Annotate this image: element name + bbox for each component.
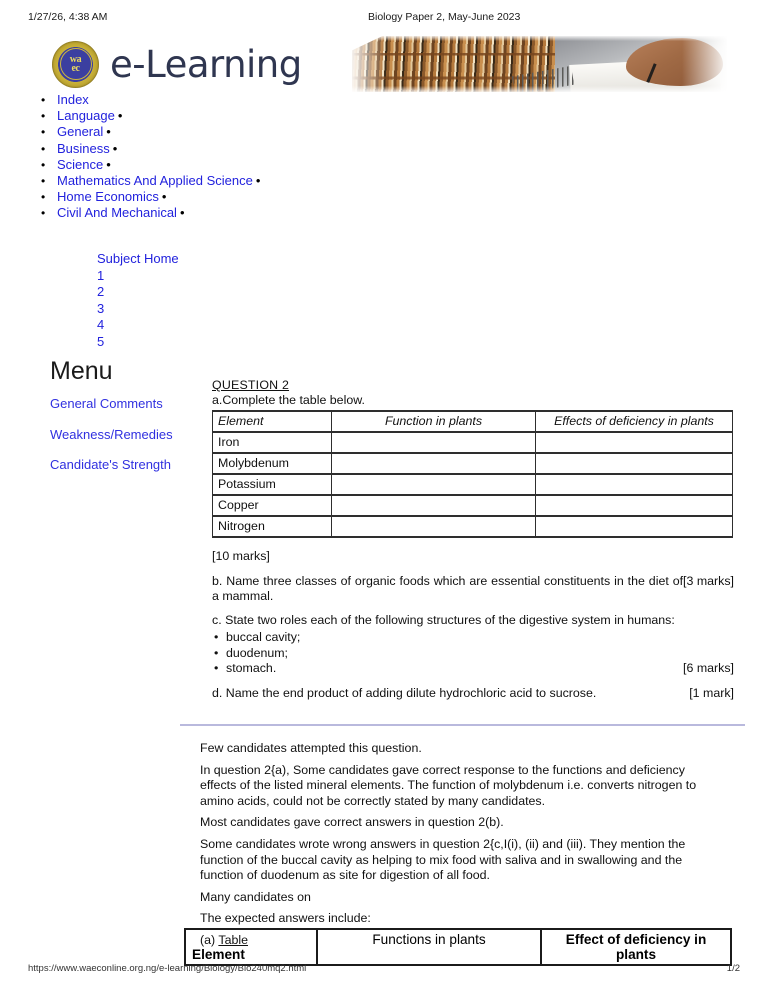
main-navigation <box>36 92 260 222</box>
banner-edge-fade <box>352 36 727 92</box>
subject-home-link[interactable]: Subject Home <box>97 251 179 266</box>
nav-item-business[interactable] <box>36 141 260 157</box>
marks-part-a: [10 marks] <box>212 549 270 564</box>
nav-sep-home-economics: • <box>161 189 167 205</box>
subject-page-link-5[interactable]: 5 <box>97 333 105 349</box>
question-part-d <box>212 686 734 701</box>
table-cell-deficiency <box>536 432 733 453</box>
nav-item-mathematics-and-applied-science[interactable] <box>36 173 260 189</box>
nav-link-mathematics-and-applied-science[interactable]: Mathematics And Applied Science <box>57 172 253 188</box>
waec-logo-icon <box>52 41 99 88</box>
table-header-function: Function in plants <box>332 411 536 432</box>
answer-header-functions: Functions in plants <box>317 929 541 965</box>
menu-heading: Menu <box>50 357 113 385</box>
nav-item-civil-and-mechanical[interactable] <box>36 205 260 221</box>
list-item-label: stomach. <box>226 661 277 676</box>
subject-page-link-1[interactable]: 1 <box>97 267 105 283</box>
menu-link-general-comments[interactable]: General Comments <box>50 396 163 411</box>
table-row <box>213 516 733 537</box>
section-divider <box>180 724 745 726</box>
question-part-c: c. State two roles each of the following structures of the digestive system in humans: <box>212 613 675 628</box>
menu-link-candidates-strength[interactable]: Candidate's Strength <box>50 457 172 472</box>
site-brand <box>52 38 302 90</box>
table-cell-deficiency <box>536 474 733 495</box>
question-parts <box>212 549 734 701</box>
header-banner-image <box>352 36 727 92</box>
comment-paragraph: Some candidates wrote wrong answers in question 2{c,I(i), (ii) and (iii). They mention the function of the buccal cavity as helping to mix food with saliva and in swallowing and the function of duodenum as site for digestion of all food. <box>200 836 686 883</box>
comment-paragraph: Most candidates gave correct answers in question 2(b). <box>200 815 504 830</box>
mineral-elements-table <box>212 410 733 538</box>
nav-item-index[interactable] <box>36 92 260 108</box>
comment-paragraph: Many candidates on <box>200 889 311 904</box>
table-row <box>213 453 733 474</box>
print-footer-url: https://www.waeconline.org.ng/e-learning/Biology/Bio240mq2.html <box>28 963 307 974</box>
table-header-deficiency: Effects of deficiency in plants <box>536 411 733 432</box>
list-item: • buccal cavity; <box>226 630 734 646</box>
nav-sep-general: • <box>106 124 111 140</box>
table-cell-element: Potassium <box>213 474 332 495</box>
table-cell-deficiency <box>536 495 733 516</box>
table-header-element: Element <box>213 411 332 432</box>
nav-link-business[interactable]: Business <box>57 140 110 156</box>
question-heading: QUESTION 2 <box>212 378 290 392</box>
subject-page-link-4[interactable]: 4 <box>97 317 105 333</box>
comment-paragraph: Few candidates attempted this question. <box>200 741 422 755</box>
table-cell-function <box>332 432 536 453</box>
table-row <box>213 474 733 495</box>
expected-answer-table-word: Table <box>218 932 248 947</box>
answer-header-element: Element <box>185 929 317 965</box>
nav-sep-business: • <box>112 140 118 156</box>
marks-part-b: [3 marks] <box>683 573 734 588</box>
brand-wordmark: e-Learning <box>110 42 302 86</box>
answer-header-deficiency: Effect of deficiency in plants <box>541 929 731 965</box>
waec-seal-line-2: ec <box>71 63 80 74</box>
print-header <box>0 11 768 25</box>
table-cell-element: Nitrogen <box>213 516 332 537</box>
question-part-b <box>212 574 734 604</box>
expected-answer-prefix: (a) <box>200 932 219 947</box>
list-item: • duodenum; <box>226 646 734 662</box>
table-cell-deficiency <box>536 453 733 474</box>
waec-seal-inner <box>60 48 92 80</box>
menu-link-weakness-remedies[interactable]: Weakness/Remedies <box>50 426 173 442</box>
nav-sep-language: • <box>117 108 123 124</box>
table-row <box>213 432 733 453</box>
nav-sep-mathematics: • <box>255 172 261 188</box>
nav-sep-science: • <box>106 156 111 172</box>
comment-paragraph: The expected answers include: <box>200 911 371 926</box>
nav-link-home-economics[interactable]: Home Economics <box>57 189 159 205</box>
nav-link-science[interactable]: Science <box>57 156 104 172</box>
question-part-a-intro: a.Complete the table below. <box>212 393 365 408</box>
nav-sep-civil-and-mechanical: • <box>179 205 185 221</box>
print-footer-page-number: 1/2 <box>726 963 740 974</box>
waec-seal-line-1: wa <box>69 53 82 65</box>
subject-navigation <box>97 251 179 351</box>
table-header-row <box>213 411 733 432</box>
menu-link-list <box>50 396 173 488</box>
table-cell-function <box>332 453 536 474</box>
marks-part-c: • [6 marks] <box>683 661 734 676</box>
question-content <box>212 378 734 703</box>
question-heading-wrap <box>212 378 734 393</box>
nav-item-general[interactable] <box>36 124 260 140</box>
marks-part-d: [1 mark] <box>689 685 734 700</box>
expected-answer-table <box>184 928 732 966</box>
question-part-d-text: d. Name the end product of adding dilute hydrochloric acid to sucrose. <box>212 685 597 700</box>
nav-item-home-economics[interactable] <box>36 189 260 205</box>
nav-link-civil-and-mechanical[interactable]: Civil And Mechanical <box>57 205 177 221</box>
table-header-row <box>185 929 731 965</box>
subject-page-link-3[interactable]: 3 <box>97 300 105 316</box>
nav-item-science[interactable] <box>36 157 260 173</box>
print-document-title: Biology Paper 2, May-June 2023 <box>368 11 521 23</box>
nav-link-language[interactable]: Language <box>57 108 115 124</box>
table-cell-deficiency <box>536 516 733 537</box>
subject-page-link-2[interactable]: 2 <box>97 284 105 300</box>
table-row <box>213 495 733 516</box>
table-cell-function <box>332 495 536 516</box>
question-part-b-text: b. Name three classes of organic foods which are essential constituents in the diet of a mammal. <box>212 573 684 603</box>
examiner-comments <box>200 741 715 949</box>
question-part-c-list <box>212 630 734 677</box>
table-cell-function <box>332 474 536 495</box>
nav-link-index[interactable]: Index <box>57 92 89 107</box>
table-cell-element: Molybdenum <box>213 453 332 474</box>
print-date: 1/27/26, 4:38 AM <box>28 11 108 23</box>
comment-paragraph: In question 2{a), Some candidates gave correct response to the functions and deficiency effects of the listed mineral elements. The function of molybdenum i.e. converts nitrogen to amino acids, could not be correctly stated by many candidates. <box>200 762 697 808</box>
table-cell-element: Copper <box>213 495 332 516</box>
list-item <box>226 661 734 677</box>
nav-item-language[interactable] <box>36 108 260 124</box>
nav-link-general[interactable]: General <box>57 124 104 140</box>
table-cell-element: Iron <box>213 432 332 453</box>
table-cell-function <box>332 516 536 537</box>
